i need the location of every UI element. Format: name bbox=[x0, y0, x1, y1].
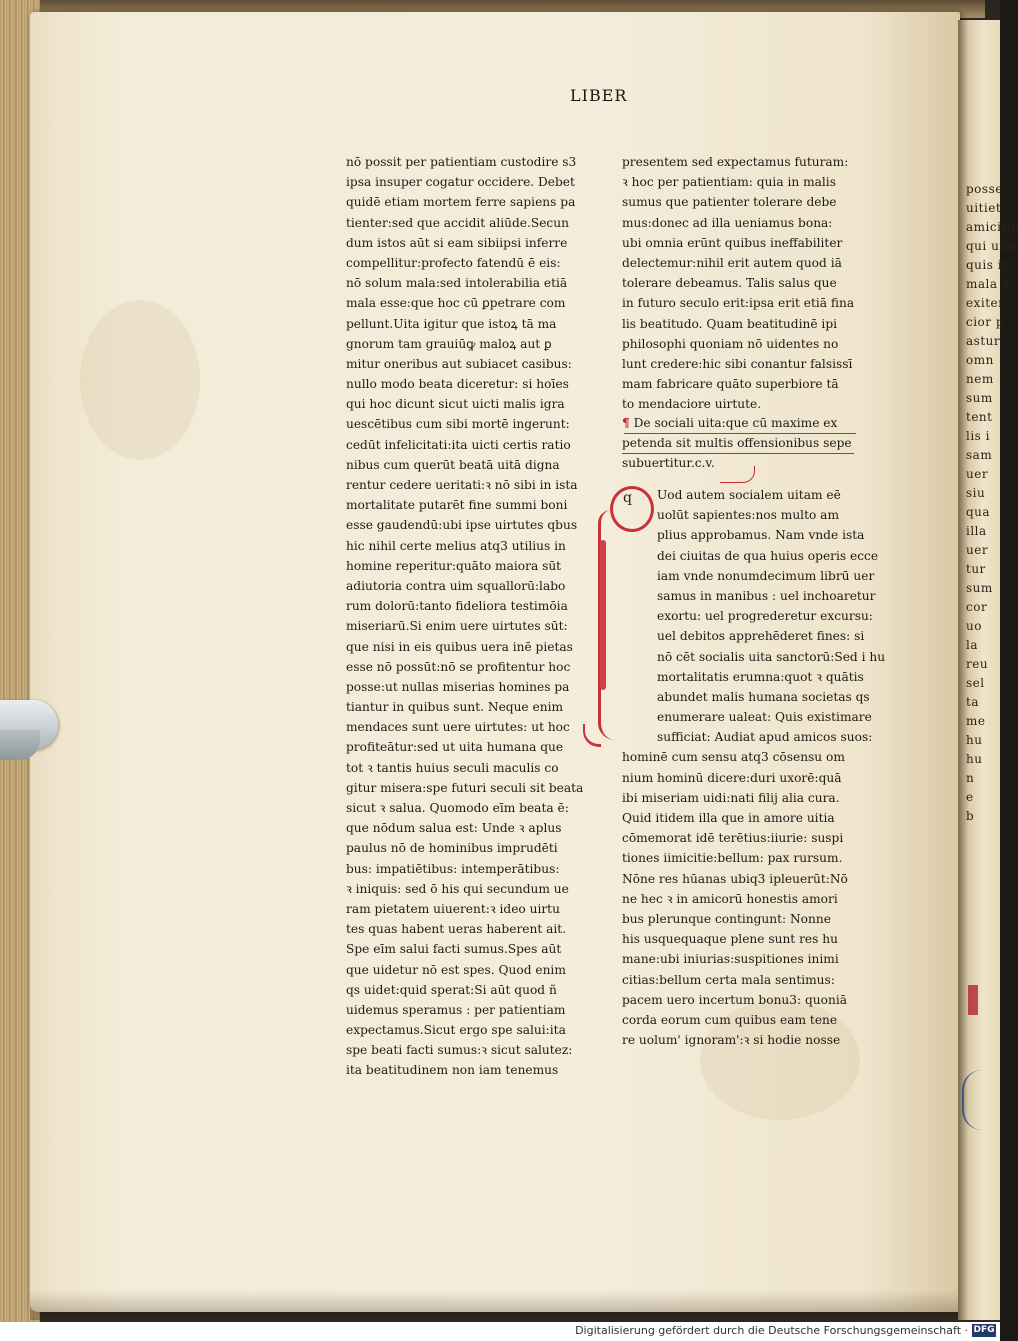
text-line: plius approbamus. Nam vnde ista bbox=[657, 528, 865, 543]
text-line: ipsa insuper cogatur occidere. Debet bbox=[346, 175, 575, 190]
text-line: ne hec ꝛ in amicorū honestis amori bbox=[622, 891, 838, 906]
text-line: mortalitatis erumna:quot ꝛ quātis bbox=[657, 669, 864, 684]
text-line: ꝛ hoc per patientiam: quia in malis bbox=[622, 175, 836, 190]
text-line: tienter:sed que accidit aliūde.Secun bbox=[346, 215, 569, 230]
text-line: ibi miseriam uidi:nati filij alia cura. bbox=[622, 790, 840, 805]
text-line: qs uidet:quid sperat:Si aūt quod ñ bbox=[346, 982, 557, 997]
text-line: tes quas habent ueras haberent ait. bbox=[346, 922, 567, 937]
text-line: que uidetur nō est spes. Quod enim bbox=[346, 962, 566, 977]
text-line: abundet malis humana societas qs bbox=[657, 689, 870, 704]
text-line: nō cēt socialis uita sanctorū:Sed i hu bbox=[657, 649, 886, 664]
text-line: presentem sed expectamus futuram: bbox=[622, 155, 849, 169]
text-line: homine reperitur:quāto maiora sūt bbox=[346, 558, 562, 573]
text-line: paulus nō de hominibus imprudēti bbox=[346, 841, 558, 856]
text-line: mitur oneribus aut subiacet casibus: bbox=[346, 356, 572, 371]
text-line: ram pietatem uiuerent:ꝛ ideo uirtu bbox=[346, 901, 560, 916]
chapter-heading-text: De sociali uita:que cū maxime ex bbox=[633, 416, 838, 430]
text-line: ubi omnia erūnt quibus ineffabiliter bbox=[622, 235, 843, 250]
dfg-logo: DFG bbox=[973, 1325, 995, 1335]
text-line: uescētibus cum sibi mortē ingerunt: bbox=[346, 417, 570, 432]
initial-guide-letter: q bbox=[623, 490, 632, 506]
text-line: ita beatitudinem non iam tenemus bbox=[346, 1063, 559, 1078]
text-line: mala esse:que hoc cū ꝑpetrare com bbox=[346, 296, 566, 311]
text-line: nō solum mala:sed intolerabilia etiā bbox=[346, 276, 568, 291]
text-line: miseriarū.Si enim uere uirtutes sūt: bbox=[346, 619, 568, 634]
text-line: hic nihil certe melius atq3 utilius in bbox=[346, 538, 566, 553]
facing-page-text: posse uitiet amicitic qui una quis in mala e exiter cior p astur omn nem sum tent lis i sam uer siu qua illa uer tur sum cor uo la reu sel ta me hu hu n e b bbox=[966, 182, 1018, 823]
facing-rubric-mark bbox=[968, 985, 978, 1015]
text-line: que nōdum salua est: Unde ꝛ aplus bbox=[346, 821, 562, 836]
text-line: gnorum tam grauiūꝙ maloꝝ aut ꝑ bbox=[346, 336, 552, 351]
text-line: mam fabricare quāto superbiore tā bbox=[622, 377, 839, 392]
text-line: samus in manibus : uel inchoaretur bbox=[657, 588, 876, 603]
text-line: rentur cedere ueritati:ꝛ nō sibi in ista bbox=[346, 478, 578, 492]
text-line: mendaces sunt uere uirtutes: ut hoc bbox=[346, 720, 570, 735]
text-line: cōmemorat idē terētius:iiurie: suspi bbox=[622, 831, 844, 846]
text-line: ꝛ iniquis: sed ō his qui secundum ue bbox=[346, 881, 569, 896]
text-line: dum istos aūt si eam sibiipsi inferre bbox=[346, 235, 568, 250]
heading-flourish bbox=[720, 466, 755, 483]
text-line: posse:ut nullas miserias homines pa bbox=[346, 679, 570, 694]
text-line: sumus que patienter tolerare debe bbox=[622, 195, 837, 210]
text-line: que nisi in eis quibus uera inē pietas bbox=[346, 639, 573, 654]
text-line: his usquequaque plene sunt res hu bbox=[622, 932, 838, 947]
text-line: dei ciuitas de qua huius operis ecce bbox=[657, 548, 879, 563]
text-line: re uolum' ignoram':ꝛ si hodie nosse bbox=[622, 1033, 841, 1048]
page-shadow bbox=[30, 1290, 960, 1320]
text-line: nibus cum querūt beatā uitā digna bbox=[346, 457, 560, 472]
chapter-heading-line: subuertitur.c.v. bbox=[622, 456, 715, 471]
text-line: profiteātur:sed ut uita humana que bbox=[346, 740, 564, 755]
text-line: uidemus speramus : per patientiam bbox=[346, 1002, 566, 1017]
initial-stem-fill bbox=[600, 540, 606, 690]
text-line: philosophi quoniam nō uidentes no bbox=[622, 336, 839, 351]
text-line: nium hominū dicere:duri uxorē:quā bbox=[622, 770, 842, 785]
text-line: compellitur:profecto fatendū ē eis: bbox=[346, 255, 561, 270]
text-line: expectamus.Sicut ergo spe salui:ita bbox=[346, 1023, 566, 1038]
text-line: citias:bellum certa mala sentimus: bbox=[622, 972, 835, 987]
text-line: cedūt infelicitati:ita uicti certis ratio bbox=[346, 437, 571, 452]
text-line: hominē cum sensu atq3 cōsensu om bbox=[622, 750, 845, 765]
left-text-column bbox=[346, 152, 586, 1081]
chapter-heading-line: petenda sit multis offensionibus sepe bbox=[622, 436, 852, 451]
text-line: bus plerunque contingunt: Nonne bbox=[622, 911, 831, 926]
text-line: tolerare debeamus. Talis salus que bbox=[622, 276, 837, 291]
text-line: tiantur in quibus sunt. Neque enim bbox=[346, 700, 564, 715]
text-line: mane:ubi iniurias:suspitiones inimi bbox=[622, 952, 839, 967]
text-line: rum dolorū:tanto fideliora testimōia bbox=[346, 599, 568, 614]
text-line: esse nō possūt:nō se profitentur hoc bbox=[346, 659, 571, 674]
text-line: Uod autem socialem uitam eē bbox=[657, 488, 841, 502]
text-line: lunt credere:hic sibi conantur falsissī bbox=[622, 356, 853, 371]
text-line: adiutoria contra uim squallorū:labo bbox=[346, 578, 566, 593]
decorated-initial-q bbox=[610, 486, 654, 532]
right-text-column-top bbox=[622, 152, 858, 414]
facing-page bbox=[958, 20, 1018, 1320]
text-line: sufficiat: Audiat apud amicos suos: bbox=[657, 730, 873, 745]
text-line: mortalitate putarēt fine summi boni bbox=[346, 498, 568, 513]
text-line: iam vnde nonumdecimum librū uer bbox=[657, 568, 875, 583]
text-line: to mendaciore uirtute. bbox=[622, 397, 762, 412]
text-line: qui hoc dicunt sicut uicti malis igra bbox=[346, 397, 565, 412]
text-line: Spe eīm salui facti sumus.Spes aūt bbox=[346, 942, 562, 957]
text-line: uolūt sapientes:nos multo am bbox=[657, 508, 840, 523]
text-line: corda eorum cum quibus eam tene bbox=[622, 1012, 838, 1027]
running-head: LIBER bbox=[570, 86, 628, 105]
facing-initial-letter bbox=[962, 1070, 994, 1130]
chapter-heading bbox=[622, 413, 858, 474]
text-line: spe beati facti sumus:ꝛ sicut salutez: bbox=[346, 1043, 573, 1058]
text-line: enumerare ualeat: Quis existimare bbox=[657, 710, 872, 725]
text-line: quidē etiam mortem ferre sapiens pa bbox=[346, 195, 576, 210]
paper-stain bbox=[80, 300, 200, 460]
text-line: nullo modo beata diceretur: si hoīes bbox=[346, 377, 569, 392]
text-line: in futuro seculo erit:ipsa erit etiā fina bbox=[622, 296, 855, 311]
funding-credit: Digitalisierung gefördert durch die Deutsche Forschungsgemeinschaft · bbox=[575, 1324, 968, 1337]
text-line: delectemur:nihil erit autem quod iā bbox=[622, 255, 842, 270]
text-line: bus: impatiētibus: intemperātibus: bbox=[346, 861, 560, 876]
text-line: pacem uero incertum bonu3: quoniā bbox=[622, 992, 847, 1007]
right-text-column-body bbox=[622, 485, 886, 1050]
pilcrow-mark: ¶ bbox=[622, 416, 630, 430]
text-line: exortu: uel progrederetur excursu: bbox=[657, 609, 873, 624]
text-line: uel debitos apprehēderet fines: si bbox=[657, 629, 865, 644]
heading-rule bbox=[624, 433, 856, 434]
text-line: Quid itidem illa que in amore uitia bbox=[622, 811, 835, 825]
text-line: esse gaudendū:ubi ipse uirtutes qbus bbox=[346, 518, 578, 533]
text-line: pellunt.Uita igitur que istoꝝ tā ma bbox=[346, 316, 557, 331]
text-line: mus:donec ad illa ueniamus bona: bbox=[622, 215, 833, 230]
chapter-heading-line bbox=[622, 413, 858, 433]
text-line: lis beatitudo. Quam beatitudinē ipi bbox=[622, 316, 838, 331]
text-line: tot ꝛ tantis huius seculi maculis co bbox=[346, 760, 559, 775]
text-line: Nōne res hūanas ubiq3 ipleuerūt:Nō bbox=[622, 871, 848, 886]
text-line: gitur misera:spe futuri seculi sit beata bbox=[346, 780, 584, 795]
heading-rule bbox=[622, 453, 854, 454]
text-line: nō possit per patientiam custodire s3 bbox=[346, 155, 577, 169]
text-line: tiones iimicitie:bellum: pax rursum. bbox=[622, 851, 843, 866]
text-line: sicut ꝛ salua. Quomodo eīm beata ē: bbox=[346, 801, 569, 815]
